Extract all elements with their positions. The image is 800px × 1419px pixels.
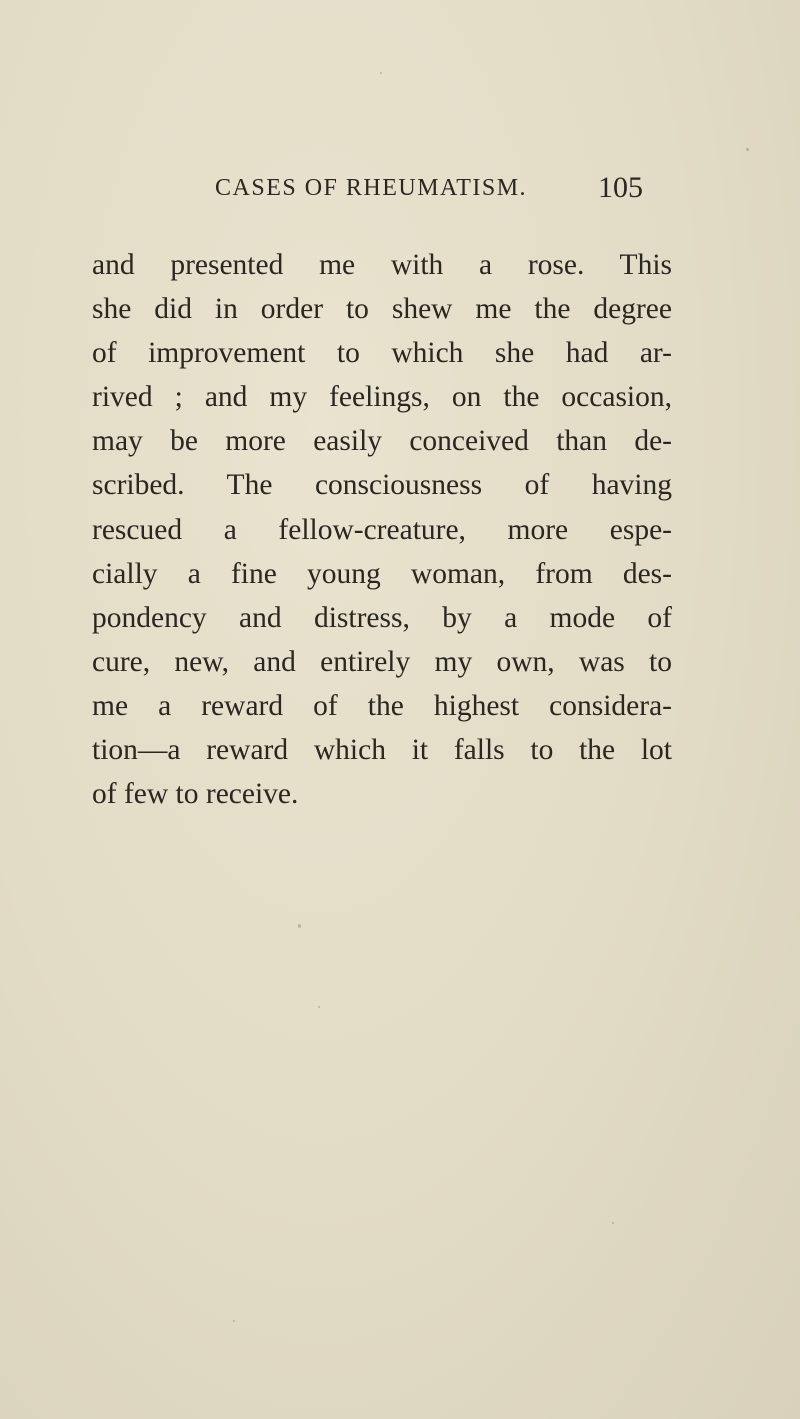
text-line: of improvement to which she had ar- (92, 337, 672, 370)
paper-speck (612, 1222, 614, 1224)
running-head (0, 171, 800, 211)
text-line: me a reward of the highest considera- (92, 689, 672, 722)
paper-speck (318, 1006, 320, 1008)
paper-speck (746, 148, 749, 151)
text-line: cure, new, and entirely my own, was to (92, 645, 672, 678)
paper-speck (380, 72, 382, 74)
paper-speck (298, 924, 301, 928)
paper-speck (233, 1320, 235, 1322)
running-head-title: CASES OF RHEUMATISM. (215, 175, 528, 201)
text-line: she did in order to shew me the degree (92, 293, 672, 326)
text-line: rived ; and my feelings, on the occasion, (92, 381, 672, 414)
text-line: may be more easily conceived than de- (92, 425, 672, 458)
text-line: tion—a reward which it falls to the lot (92, 734, 672, 767)
text-line: rescued a fellow-creature, more espe- (92, 513, 672, 546)
body-paragraph (92, 243, 672, 816)
text-line: pondency and distress, by a mode of (92, 601, 672, 634)
text-line: and presented me with a rose. This (92, 249, 672, 281)
page-number: 105 (598, 171, 643, 204)
text-line: scribed. The consciousness of having (92, 469, 672, 502)
text-line: cially a fine young woman, from des- (92, 557, 672, 590)
text-line: of few to receive. (92, 778, 299, 811)
